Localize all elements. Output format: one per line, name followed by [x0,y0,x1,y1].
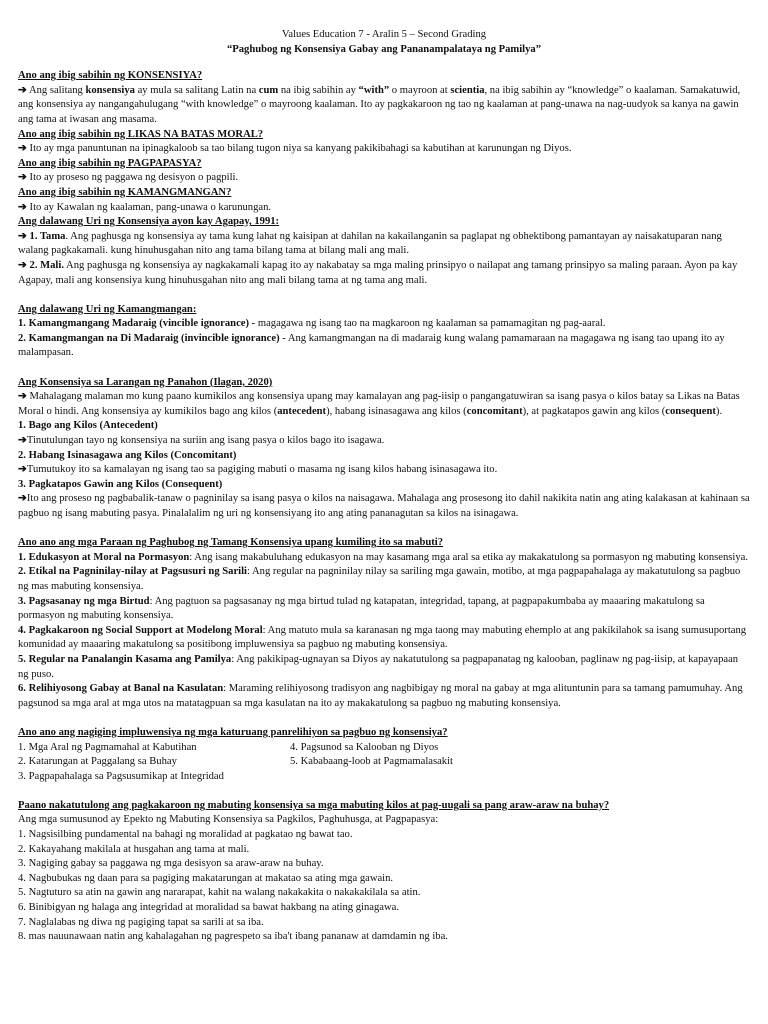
arrow-icon: ➔ [18,391,27,403]
paragraph-larangan-intro: ➔ Mahalagang malaman mo kung paano kumikilos ang konsensiya upang may kamalayan ang pag-iisip o pangangatuwiran sa isang pasya o kilos batay sa Likas na Batas Moral o hindi. Ang konsensiya ay kumikilos bago ang kilos (antecedent), habang isinasagawa ang kilos (concomitant), at pagkatapos gawin ang kilos (consequent). [18,391,740,417]
paragraph-konsensiya: ➔ Ang salitang konsensiya ay mula sa salitang Latin na cum na ibig sabihin ay “with” o mayroon at scientia, na ibig sabihin ay “knowledge” o kaalaman. Samakatuwid, ang konsensiya ay nangangahulugang “with knowledge” o mayroong kaalaman. Ito ay pagkakaroon ng tao ng kaalaman at pang-unawa na nag-uudyok sa kanya na gawin ang tama at iwasan ang masama. [18,84,741,125]
paragraph-mali: ➔ 2. Mali. Ang paghusga ng konsensiya ay nagkakamali kapag ito ay nakabatay sa mga maling prinsipyo o nailapat ang tamang prinsipyo sa maling paraan. Ayon pa kay Agapay, mali ang konsensiya kung hinuhusgahan nito ang mali bilang tama at ng tama ang mali. [18,259,738,286]
list-item: 5. Kababaang-loob at Pagmamalasakit [290,756,453,768]
arrow-icon: ➔ [18,493,27,505]
document-subtitle: “Paghubog ng Konsensiya Gabay ang Pananampalataya ng Pamilya” [226,43,542,55]
label-antecedent: 1. Bago ang Kilos (Antecedent) [18,420,158,432]
list-item: 8. mas nauunawaan natin ang kahalagahan ng pagrespeto sa iba't ibang pananaw at damdamin ng iba. [18,931,448,943]
paragraph-invincible: 2. Kamangmangan na Di Madaraig (invincible ignorance) - Ang kamangmangan na di madaraig kung walang pamamaraan na magagawa ng isang tao upang ito ay malampasan. [18,332,725,359]
label-concomitant: 2. Habang Isinasagawa ang Kilos (Concomitant) [18,449,237,461]
document-title: Values Education 7 - Aralin 5 – Second Grading [281,29,487,40]
list-item: 6. Relihiyosong Gabay at Banal na Kasulatan: Maraming relihiyosong tradisyon ang nagbibigay ng moral na gabay at mga alituntunin para sa tamang pamumuhay. Ang pagsunod sa mga aral at mga utos na matatagpuan sa mga kasulatan na ito ay makakatulong sa pagbuo ng mabuting konsensiya. [18,683,743,709]
paragraph-tama: ➔ 1. Tama. Ang paghusga ng konsensiya ay tama kung lahat ng kaisipan at dahilan na kakailanganin sa paglapat ng obhektibong pamantayan ay naisakatuparan nang walang pagkakamali. kung hinuhusgahan nito ang tama bilang tama at bilang mali ang mali. [18,230,722,257]
list-column [18,741,290,785]
list-column [290,741,750,785]
list-item: 3. Nagiging gabay sa paggawa ng mga desisyon sa araw-araw na buhay. [18,858,324,870]
label-consequent: 3. Pagkatapos Gawin ang Kilos (Consequent) [18,478,223,490]
paragraph-pagpapasya: ➔ Ito ay proseso ng paggawa ng desisyon o pagpili. [18,172,239,184]
list-item: 6. Binibigyan ng halaga ang integridad at moralidad sa bawat hakbang na ating ginagawa. [18,902,399,914]
list-item: 4. Pagsunod sa Kalooban ng Diyos [290,741,439,753]
list-item: 1. Edukasyon at Moral na Pormasyon: Ang isang makabuluhang edukasyon na may kasamang mga aral sa etika ay makakatulong sa pormasyon ng mabuting konsensiya. [18,551,748,563]
list-epekto [18,828,750,945]
arrow-icon: ➔ [18,435,27,447]
heading-likas-na-batas-moral: Ano ang ibig sabihin ng LIKAS NA BATAS MORAL? [18,128,264,140]
list-item: 2. Kakayahang makilala at husgahan ang tama at mali. [18,843,250,855]
list-item: 3. Pagsasanay ng mga Birtud: Ang pagtuon sa pagsasanay ng mga birtud tulad ng katapatan, integridad, tapang, at pagpapakumbaba ay maaaring makatulong sa pormasyon ng mabuting konsensiya. [18,595,705,622]
paragraph-likas-na-batas-moral: ➔ Ito ay mga panuntunan na ipinagkaloob sa tao bilang tugon niya sa kanyang pakikibahagi sa kabutihan at karunungan ng Diyos. [18,143,572,155]
list-paraan [18,551,750,712]
heading-kamangmangan: Ano ang ibig sabihin ng KAMANGMANGAN? [18,186,232,198]
heading-pagpapasya: Ano ang ibig sabihin ng PAGPAPASYA? [18,157,202,169]
arrow-icon: ➔ [18,143,27,155]
list-item: 3. Pagpapahalaga sa Pagsusumikap at Integridad [18,770,224,782]
list-item: 1. Mga Aral ng Pagmamahal at Kabutihan [18,741,197,753]
list-item: 4. Pagkakaroon ng Social Support at Modelong Moral: Ang matuto mula sa karanasan ng mga taong may mabuting ehemplo at ang pakikilahok sa isang sumusuportang komunidad ay maaaring makatulong sa positibong impluwensiya sa pagbuo ng mabuting konsensiya. [18,624,747,651]
list-item: 2. Katarungan at Paggalang sa Buhay [18,756,177,768]
paragraph-kamangmangan: ➔ Ito ay Kawalan ng kaalaman, pang-unawa o karunungan. [18,201,272,213]
arrow-icon: ➔ [18,259,27,271]
heading-epekto: Paano nakatutulong ang pagkakaroon ng mabuting konsensiya sa mga mabuting kilos at pag-uugali sa pang araw-araw na buhay? [18,799,610,811]
arrow-icon: ➔ [18,464,27,476]
paragraph-vincible: 1. Kamangmangang Madaraig (vincible ignorance) - magagawa ng isang tao na magkaroon ng kaalaman sa pamamagitan ng pag-aaral. [18,318,606,330]
heading-uri-ng-konsensiya: Ang dalawang Uri ng Konsensiya ayon kay Agapay, 1991: [18,216,280,228]
arrow-icon: ➔ [18,201,27,213]
list-impluwensiya [18,741,750,785]
paragraph-antecedent: ➔Tinutulungan tayo ng konsensiya na suriin ang isang pasya o kilos bago ito isagawa. [18,435,385,447]
list-item: 7. Naglalabas ng diwa ng pagiging tapat sa sarili at sa iba. [18,916,264,928]
arrow-icon: ➔ [18,84,27,96]
list-item: 1. Nagsisilbing pundamental na bahagi ng moralidad at pagkatao ng bawat tao. [18,829,353,841]
paragraph-consequent: ➔Ito ang proseso ng pagbabalik-tanaw o pagninilay sa isang pasya o kilos na naisagawa. Mahalaga ang prosesong ito dahil nakikita natin ang ating kalakasan at kahinaan sa pagbuo ng isang mabuting pasya. Pinalalalim ng uri ng konsensiyang ito ang ating pananagutan sa kilos na isinagawa. [18,493,750,519]
list-item: 2. Etikal na Pagninilay-nilay at Pagsusuri ng Sarili: Ang regular na pagninilay nilay sa sariling mga gawain, motibo, at mga pagpapahalaga ay makatutulong sa pagbuo ng mas mabuting konsensiya. [18,566,741,592]
document-page [18,28,750,945]
paragraph-epekto-intro: Ang mga sumusunod ay Epekto ng Mabuting Konsensiya sa Pagkilos, Paghuhusga, at Pagpapasya: [18,814,439,826]
arrow-icon: ➔ [18,172,27,184]
list-item: 5. Regular na Panalangin Kasama ang Pamilya: Ang pakikipag-ugnayan sa Diyos ay nakatutulong sa pagpapanatag ng kalooban, paglinaw ng pag-iisip, at kapayapaan ng puso. [18,653,739,680]
heading-impluwensiya: Ano ano ang nagiging impluwensiya ng mga katuruang panrelihiyon sa pagbuo ng konsensiya? [18,726,448,738]
list-item: 4. Nagbubukas ng daan para sa pagiging makatarungan at makatao sa ating mga gawain. [18,872,394,884]
arrow-icon: ➔ [18,230,27,242]
heading-paraan-ng-paghubog: Ano ano ang mga Paraan ng Paghubog ng Tamang Konsensiya upang kumiling ito sa mabuti? [18,537,444,549]
heading-larangan-ng-panahon: Ang Konsensiya sa Larangan ng Panahon (Ilagan, 2020) [18,376,273,388]
heading-konsensiya: Ano ang ibig sabihin ng KONSENSIYA? [18,70,203,82]
paragraph-concomitant: ➔Tumutukoy ito sa kamalayan ng isang tao sa pagiging mabuti o masama ng isang kilos habang isinasagawa ito. [18,464,498,476]
list-item: 5. Nagtuturo sa atin na gawin ang nararapat, kahit na walang nakakakita o nakakakilala sa atin. [18,887,421,899]
heading-uri-ng-kamangmangan: Ang dalawang Uri ng Kamangmangan: [18,303,197,315]
